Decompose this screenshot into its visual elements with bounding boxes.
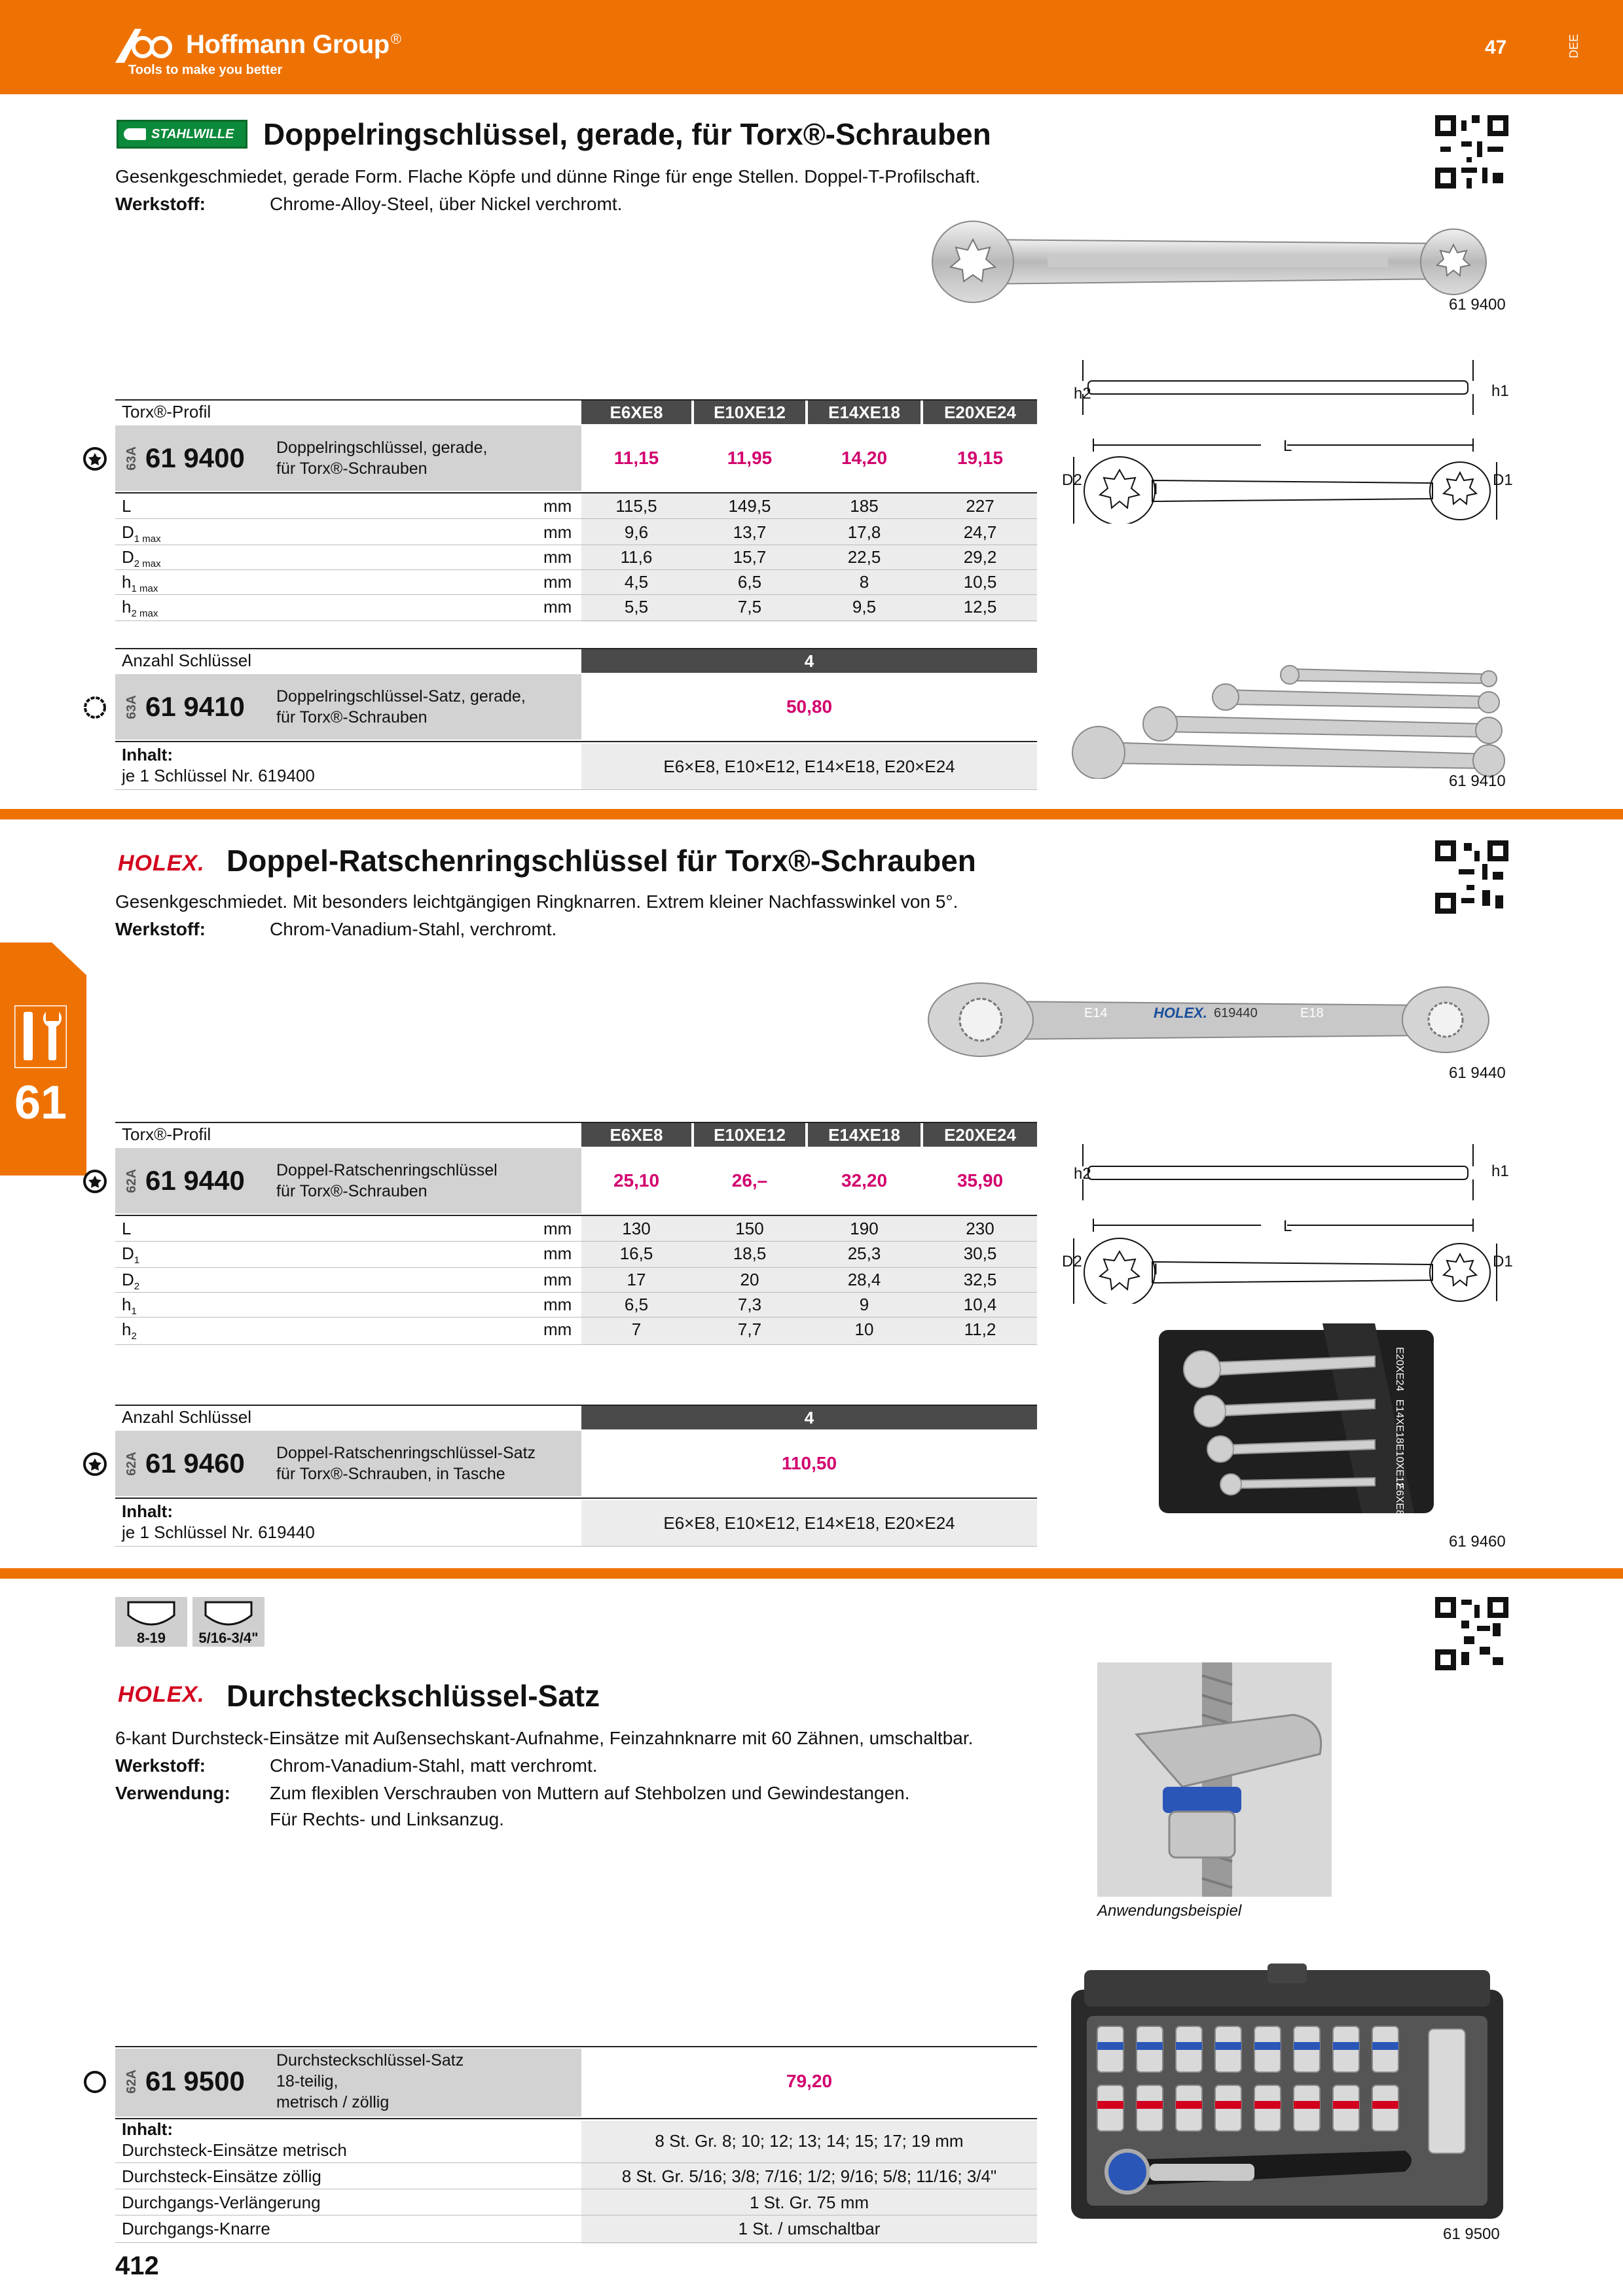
article-desc-line2: für Torx®-Schrauben xyxy=(276,708,428,726)
article-badge: 62A xyxy=(124,2070,139,2094)
product-description-619400: Gesenkgeschmiedet, gerade Form. Flache Köpfe und dünne Ringe für enge Stellen. Doppel-T-Profilschaft. xyxy=(115,166,981,187)
diagram-label-h1: h1 xyxy=(1491,382,1509,400)
qr-code-icon[interactable] xyxy=(1435,1597,1508,1670)
article-number-619460[interactable]: 61 9460 xyxy=(145,1448,245,1479)
socket-label-metric: 8-19 xyxy=(136,1630,166,1646)
pouch-label-3: E10XE12 xyxy=(1394,1444,1405,1488)
article-desc-line1: Doppel-Ratschenringschlüssel-Satz xyxy=(276,1444,536,1462)
ratchet-wrench-image xyxy=(927,979,1490,1058)
ratchet-dimension-diagram xyxy=(1054,1127,1512,1304)
stahlwille-brand-logo: STAHLWILLE xyxy=(117,120,247,149)
column-header-1: E6XE8 xyxy=(581,1123,691,1147)
material-value: Chrom-Vanadium-Stahl, matt verchromt. xyxy=(270,1755,598,1776)
contents-text: je 1 Schlüssel Nr. 619440 xyxy=(122,1522,315,1542)
article-number-619400[interactable]: 61 9400 xyxy=(145,442,245,473)
product-title-619400: Doppelringschlüssel, gerade, für Torx®-Schrauben xyxy=(263,117,991,151)
row-rule xyxy=(115,1241,1037,1242)
section-divider xyxy=(0,1568,1623,1579)
article-desc-line1: Doppel-Ratschenringschlüssel xyxy=(276,1161,498,1179)
holex-brand-logo: HOLEX. xyxy=(118,851,205,876)
diagram-label-L: L xyxy=(1283,437,1292,455)
row-rule xyxy=(115,620,1037,621)
key-count-value: 4 xyxy=(581,649,1037,673)
language-code: DEE xyxy=(1567,34,1580,59)
wrench-set-image xyxy=(1054,661,1512,779)
price-619440-e14xe18[interactable]: 32,20 xyxy=(841,1170,888,1191)
row-rule xyxy=(115,789,1037,790)
price-619400-e14xe18[interactable]: 14,20 xyxy=(841,448,888,468)
row-rule xyxy=(115,2242,1037,2243)
column-header-4: E20XE24 xyxy=(923,401,1037,424)
image-caption-619460: 61 9460 xyxy=(1449,1533,1506,1551)
price-619400-e20xe24[interactable]: 19,15 xyxy=(957,448,1004,468)
application-example-photo xyxy=(1097,1662,1332,1897)
article-badge: 63A xyxy=(124,446,139,471)
page-tab-number: 47 xyxy=(1485,37,1507,58)
image-caption-619410: 61 9410 xyxy=(1449,772,1506,790)
article-desc-line2: für Torx®-Schrauben xyxy=(276,459,428,478)
pouch-label-1: E20XE24 xyxy=(1394,1347,1405,1391)
usage-label: Verwendung: xyxy=(115,1783,230,1803)
column-header-3: E14XE18 xyxy=(808,401,921,424)
qr-code-icon[interactable] xyxy=(1435,115,1508,188)
socket-icon-inch xyxy=(192,1597,264,1647)
key-count-label: Anzahl Schlüssel xyxy=(122,1407,251,1427)
diagram-label-D1: D1 xyxy=(1493,1253,1513,1270)
availability-circle-icon xyxy=(82,2070,107,2094)
double-ring-wrench-image xyxy=(930,216,1493,308)
row-rule xyxy=(115,1317,1037,1318)
row-rule xyxy=(115,1292,1037,1293)
product-description-619440: Gesenkgeschmiedet. Mit besonders leichtgängigen Ringknarren. Extrem kleiner Nachfasswinkel von 5°. xyxy=(115,891,958,912)
article-badge: 63A xyxy=(124,695,139,719)
image-caption-619440: 61 9440 xyxy=(1449,1064,1506,1082)
column-header-2: E10XE12 xyxy=(694,401,805,424)
availability-star-icon xyxy=(82,1452,107,1477)
holex-brand-logo: HOLEX. xyxy=(118,1682,205,1707)
row-rule xyxy=(115,594,1037,595)
material-value: Chrome-Alloy-Steel, über Nickel verchromt. xyxy=(270,194,623,214)
article-number-619440[interactable]: 61 9440 xyxy=(145,1165,245,1196)
qr-code-icon[interactable] xyxy=(1435,840,1508,914)
diagram-label-D1: D1 xyxy=(1493,471,1513,489)
socket-label-inch: 5/16-3/4" xyxy=(198,1630,259,1646)
usage-value-line1: Zum flexiblen Verschrauben von Muttern auf Stehbolzen und Gewindestangen. xyxy=(270,1783,910,1803)
usage-value-line2: Für Rechts- und Linksanzug. xyxy=(270,1809,504,1829)
article-desc-line1: Doppelringschlüssel-Satz, gerade, xyxy=(276,687,526,706)
article-badge: 62A xyxy=(124,1452,139,1476)
price-619500[interactable]: 79,20 xyxy=(786,2071,833,2091)
diagram-label-h2: h2 xyxy=(1074,385,1091,403)
page-number: 412 xyxy=(115,2251,159,2280)
row-rule xyxy=(115,1546,1037,1547)
wrench-tools-icon xyxy=(14,1005,67,1068)
article-desc-line2: 18-teilig, xyxy=(276,2072,338,2090)
row-rule xyxy=(115,569,1037,570)
material-label: Werkstoff: xyxy=(115,919,206,939)
chapter-number: 61 xyxy=(14,1077,67,1129)
table-rule xyxy=(115,741,1037,742)
table-rule xyxy=(115,1498,1037,1499)
diagram-label-L: L xyxy=(1283,1217,1292,1235)
wrench-mark-number: 619440 xyxy=(1214,1006,1258,1020)
material-label: Werkstoff: xyxy=(115,194,206,214)
photo-caption: Anwendungsbeispiel xyxy=(1097,1902,1242,1920)
product-title-619440: Doppel-Ratschenringschlüssel für Torx®-Schrauben xyxy=(227,844,976,878)
product-description-619500: 6-kant Durchsteck-Einsätze mit Außensechskant-Aufnahme, Feinzahnknarre mit 60 Zähnen, umschaltbar. xyxy=(115,1728,974,1748)
image-caption-619400: 61 9400 xyxy=(1449,296,1506,314)
diagram-label-h1: h1 xyxy=(1491,1162,1509,1180)
diagram-label-h2: h2 xyxy=(1074,1165,1091,1183)
table-top-rule xyxy=(115,2046,1037,2047)
availability-circle-icon xyxy=(82,695,107,720)
key-count-label: Anzahl Schlüssel xyxy=(122,651,251,670)
wrench-mark-left: E14 xyxy=(1084,1006,1108,1020)
article-badge: 62A xyxy=(124,1169,139,1193)
article-desc-line3: metrisch / zöllig xyxy=(276,2093,390,2111)
torx-profile-label: Torx®-Profil xyxy=(122,402,211,422)
row-rule xyxy=(115,2162,1037,2163)
contents-label: Inhalt: xyxy=(122,2119,173,2139)
contents-label: Inhalt: xyxy=(122,745,173,764)
wrench-mark-brand: HOLEX. xyxy=(1154,1005,1207,1021)
article-desc-line1: Doppelringschlüssel, gerade, xyxy=(276,439,488,457)
contents-value: E6×E8, E10×E12, E14×E18, E20×E24 xyxy=(663,1513,955,1533)
material-value: Chrom-Vanadium-Stahl, verchromt. xyxy=(270,919,557,939)
pouch-label-2: E14XE18 xyxy=(1394,1399,1405,1444)
price-619460[interactable]: 110,50 xyxy=(781,1453,837,1473)
ratchet-set-pouch-image xyxy=(1159,1323,1434,1520)
logo-text: Hoffmann Group xyxy=(186,29,390,59)
socket-shape-icon xyxy=(124,1600,178,1632)
wrench-dimension-diagram xyxy=(1054,347,1512,524)
hoffmann-logo[interactable] xyxy=(115,25,401,64)
article-number-619410[interactable]: 61 9410 xyxy=(145,691,245,722)
pouch-label-4: E6XE8 xyxy=(1394,1483,1405,1516)
socket-set-case-image xyxy=(1065,1964,1510,2225)
diagram-label-D2: D2 xyxy=(1062,471,1082,489)
column-header-4: E20XE24 xyxy=(923,1123,1037,1147)
wrench-mark-right: E18 xyxy=(1300,1006,1324,1020)
hoffmann-logo-icon xyxy=(115,25,181,64)
row-rule xyxy=(115,1344,1037,1345)
product-title-619500: Durchsteckschlüssel-Satz xyxy=(227,1679,600,1713)
material-label: Werkstoff: xyxy=(115,1755,206,1776)
diagram-label-D2: D2 xyxy=(1062,1253,1082,1270)
diagram-label-I: I xyxy=(1154,480,1158,498)
column-header-2: E10XE12 xyxy=(694,1123,805,1147)
price-619440-e20xe24[interactable]: 35,90 xyxy=(957,1170,1004,1191)
contents-text: je 1 Schlüssel Nr. 619400 xyxy=(122,766,315,785)
row-rule xyxy=(115,1267,1037,1268)
column-header-1: E6XE8 xyxy=(581,401,691,424)
row-rule xyxy=(115,518,1037,519)
price-619400-e10xe12[interactable]: 11,95 xyxy=(727,448,773,468)
price-619440-e10xe12[interactable]: 26,– xyxy=(731,1170,768,1191)
logo-tagline: Tools to make you better xyxy=(128,63,283,77)
article-desc-line2: für Torx®-Schrauben xyxy=(276,1182,428,1200)
contents-label: Inhalt: xyxy=(122,1501,173,1521)
article-desc-line2: für Torx®-Schrauben, in Tasche xyxy=(276,1465,505,1483)
socket-icon-metric xyxy=(115,1597,187,1647)
key-count-value: 4 xyxy=(581,1406,1037,1429)
diagram-label-I: I xyxy=(1154,1261,1158,1278)
socket-shape-icon xyxy=(202,1600,255,1632)
price-619410[interactable]: 50,80 xyxy=(786,696,833,717)
availability-star-icon xyxy=(82,446,107,471)
table-rule xyxy=(115,2118,1037,2119)
section-divider xyxy=(0,809,1623,819)
contents-value: E6×E8, E10×E12, E14×E18, E20×E24 xyxy=(663,757,955,776)
article-desc-line1: Durchsteckschlüssel-Satz xyxy=(276,2051,464,2070)
availability-star-icon xyxy=(82,1169,107,1194)
article-number-619500[interactable]: 61 9500 xyxy=(145,2066,245,2096)
logo-registered-mark: ® xyxy=(390,31,401,47)
price-619440-e6xe8[interactable]: 25,10 xyxy=(613,1170,660,1191)
column-header-3: E14XE18 xyxy=(808,1123,921,1147)
torx-profile-label: Torx®-Profil xyxy=(122,1124,211,1144)
price-619400-e6xe8[interactable]: 11,15 xyxy=(613,448,659,468)
image-caption-619500: 61 9500 xyxy=(1443,2225,1500,2243)
